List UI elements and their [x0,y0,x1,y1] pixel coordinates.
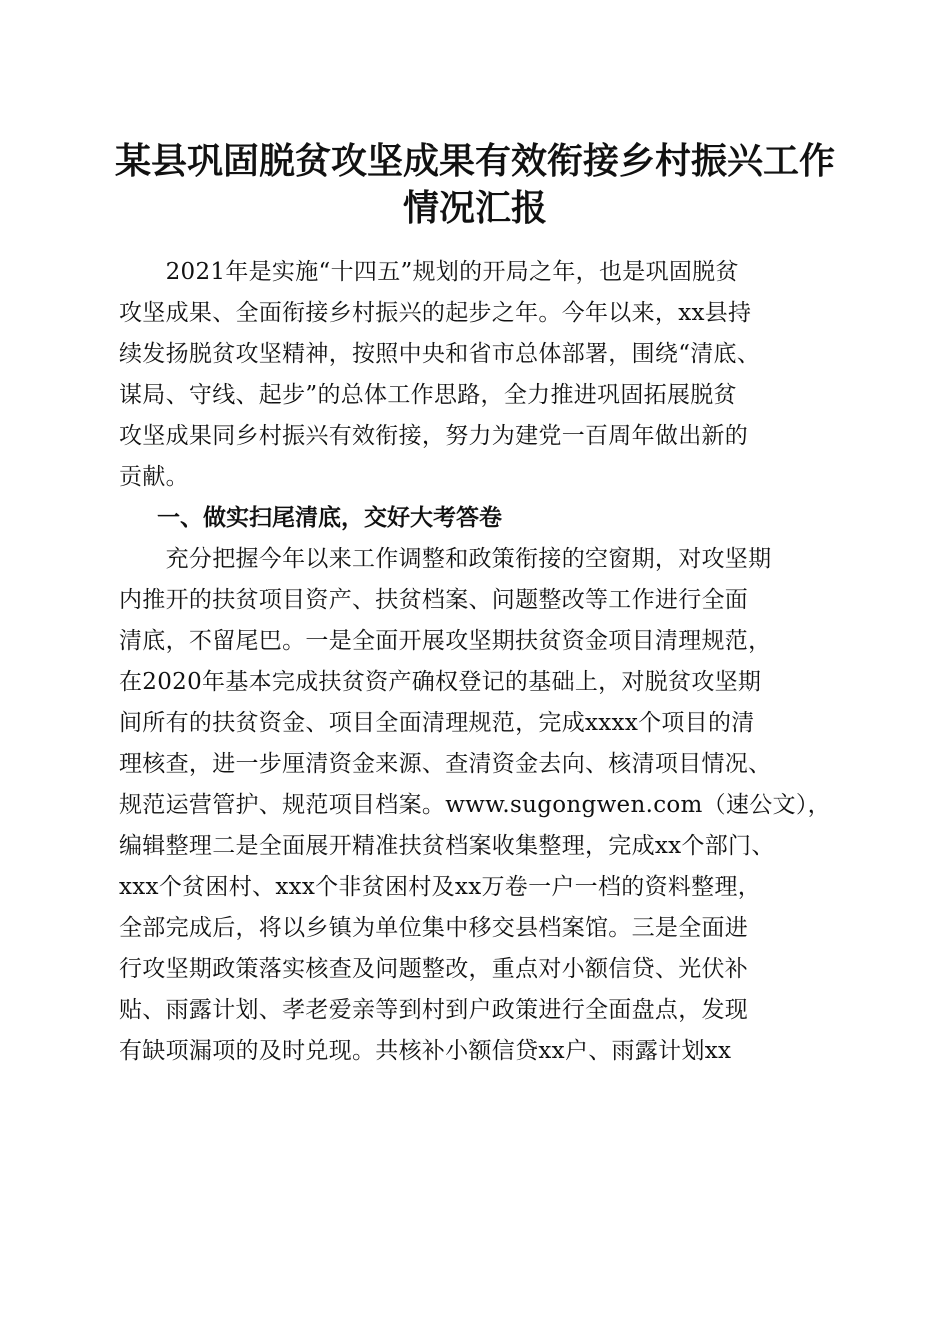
section-1-line-2: 内推开的扶贫项目资产、扶贫档案、问题整改等工作进行全面 [119,587,749,613]
section-1-line-5: 间所有的扶贫资金、项目全面清理规范，完成xxxx个项目的清 [119,710,755,736]
section-1-line-13: 有缺项漏项的及时兑现。共核补小额信贷xx户、雨露计划xx [119,1038,732,1064]
document-title-line-2: 情况汇报 [402,187,547,229]
intro-line-3: 续发扬脱贫攻坚精神，按照中央和省市总体部署，围绕“清底、 [119,341,761,367]
intro-line-6: 贡献。 [119,464,189,490]
intro-line-1: 2021年是实施“十四五”规划的开局之年，也是巩固脱贫 [119,259,739,285]
section-1-line-9: xxx个贫困村、xxx个非贫困村及xx万卷一户一档的资料整理， [119,874,762,900]
section-1-line-12: 贴、雨露计划、孝老爱亲等到村到户政策进行全面盘点，发现 [119,997,749,1023]
section-1-line-6: 理核查，进一步厘清资金来源、查清资金去向、核清项目情况、 [119,751,772,777]
section-1-line-11: 行攻坚期政策落实核查及问题整改，重点对小额信贷、光伏补 [119,956,749,982]
section-1-line-4: 在2020年基本完成扶贫资产确权登记的基础上，对脱贫攻坚期 [119,669,762,695]
document-title-line-1: 某县巩固脱贫攻坚成果有效衔接乡村振兴工作 [114,140,835,182]
intro-line-5: 攻坚成果同乡村振兴有效衔接，努力为建党一百周年做出新的 [119,423,749,449]
intro-line-4: 谋局、守线、起步”的总体工作思路，全力推进巩固拓展脱贫 [119,382,737,408]
section-1-line-8: 编辑整理二是全面展开精准扶贫档案收集整理，完成xx个部门、 [119,833,775,859]
section-1-line-1: 充分把握今年以来工作调整和政策衔接的空窗期，对攻坚期 [119,546,772,572]
intro-line-2: 攻坚成果、全面衔接乡村振兴的起步之年。今年以来，xx县持 [119,300,752,326]
section-1-line-10: 全部完成后，将以乡镇为单位集中移交县档案馆。三是全面进 [119,915,749,941]
section-1-heading: 一、做实扫尾清底，交好大考答卷 [157,505,502,531]
section-1-line-7: 规范运营管护、规范项目档案。www.sugongwen.com（速公文）， [119,792,831,818]
section-1-line-3: 清底，不留尾巴。一是全面开展攻坚期扶贫资金项目清理规范， [119,628,772,654]
